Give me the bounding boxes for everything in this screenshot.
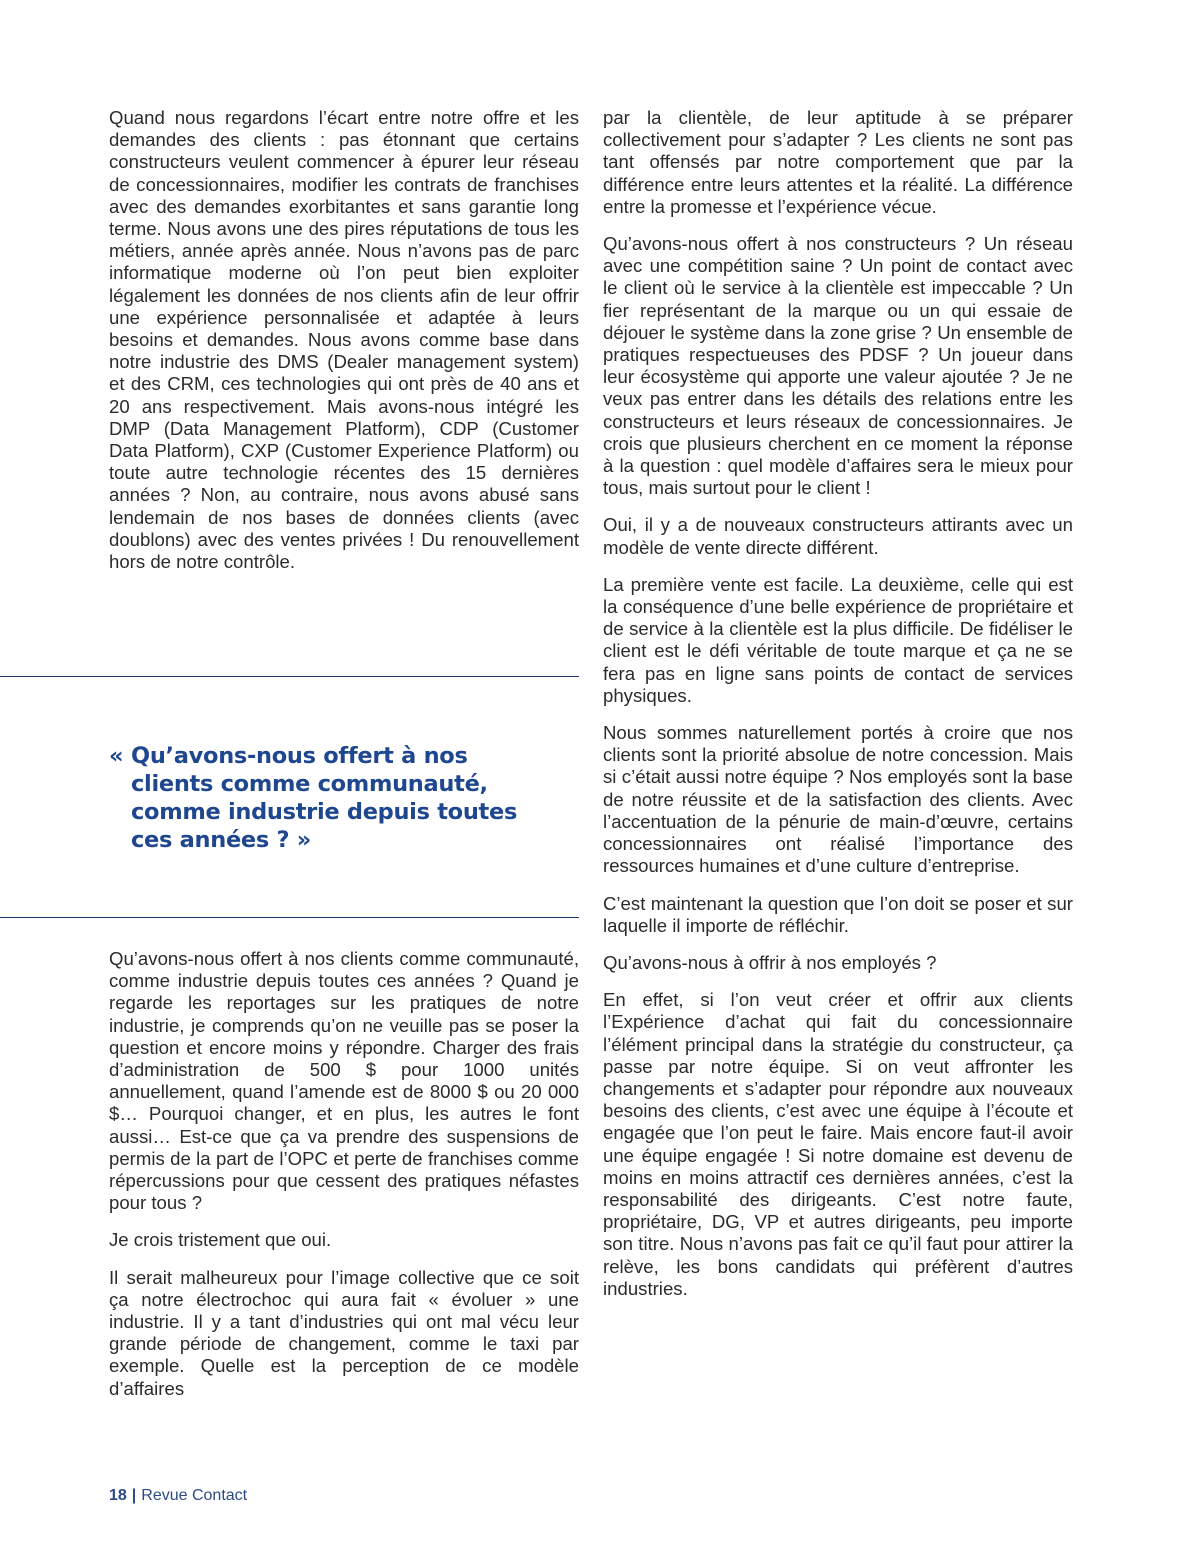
publication-name: Revue Contact <box>141 1487 248 1504</box>
left-column-top <box>109 107 579 588</box>
body-paragraph: Oui, il y a de nouveaux constructeurs attirants avec un modèle de vente directe différent. <box>603 514 1073 558</box>
body-paragraph: En effet, si l’on veut créer et offrir aux clients l’Expérience d’achat qui fait du concessionnaire l’élément principal dans la stratégie du constructeur, ça passe par notre équipe. Si on veut affronter les changements et s’adapter pour répondre aux nouveaux besoins des clients, c’est avec une équipe à l’écoute et engagée que l’on peut le faire. Mais encore faut-il avoir une équipe engagée ! Si notre domaine est devenu de moins en moins attractif ces dernières années, c’est la responsabilité des dirigeants. C’est notre faute, propriétaire, DG, VP et autres dirigeants, peu importe son titre. Nous n’avons pas fait ce qu’il faut pour attirer la relève, les bons candidats qui préfèrent d’autres industries. <box>603 989 1073 1299</box>
footer-separator: | <box>131 1487 137 1504</box>
body-paragraph: par la clientèle, de leur aptitude à se préparer collectivement pour s’adapter ? Les clients ne sont pas tant offensés par notre comportement que par la différence entre leurs attentes et la réalité. La différence entre la promesse et l’expérience vécue. <box>603 107 1073 217</box>
body-paragraph: Nous sommes naturellement portés à croire que nos clients sont la priorité absolue de notre concession. Mais si c’était aussi notre équipe ? Nos employés sont la base de notre réussite et de la satisfaction des clients. Avec l’accentuation de la pénurie de main-d’œuvre, certains concessionnaires ont réalisé l’importance des ressources humaines et d’une culture d’entreprise. <box>603 722 1073 877</box>
body-paragraph: Qu’avons-nous offert à nos clients comme communauté, comme industrie depuis toutes ces années ? Quand je regarde les reportages sur les pratiques de notre industrie, je comprends qu’on ne veuille pas se poser la question et encore moins y répondre. Charger des frais d’administration de 500 $ pour 1000 unités annuellement, quand l’amende est de 8000 $ ou 20 000 $… Pourquoi changer, et en plus, les autres le font aussi… Est-ce que ça va prendre des suspensions de permis de la part de l’OPC et perte de franchises comme répercussions pour que cessent des pratiques néfastes pour tous ? <box>109 948 579 1214</box>
pull-quote <box>109 742 549 854</box>
body-paragraph: Qu’avons-nous offert à nos constructeurs ? Un réseau avec une compétition saine ? Un point de contact avec le client où le service à la clientèle est impeccable ? Un fier représentant de la marque ou un qui essaie de déjouer le système dans la zone grise ? Un ensemble de pratiques respectueuses des PDSF ? Un joueur dans leur écosystème qui apporte une valeur ajoutée ? Je ne veux pas entrer dans les détails des relations entre les constructeurs et leurs réseaux de concessionnaires. Je crois que plusieurs cherchent en ce moment la réponse à la question : quel modèle d’affaires sera le mieux pour tous, mais surtout pour le client ! <box>603 233 1073 499</box>
left-column-bottom <box>109 948 579 1415</box>
right-column <box>603 107 1073 1315</box>
page-footer <box>109 1487 247 1505</box>
body-paragraph: Je crois tristement que oui. <box>109 1229 332 1251</box>
pull-quote-top-rule <box>0 676 579 677</box>
body-paragraph: Quand nous regardons l’écart entre notre offre et les demandes des clients : pas étonnant que certains constructeurs veulent commencer à épurer leur réseau de concessionnaires, modifier les contrats de franchises avec des demandes exorbitantes et sans garantie long terme. Nous avons une des pires réputations de tous les métiers, année après année. Nous n’avons pas de parc informatique moderne où l’on peut bien exploiter légalement les données de nos clients afin de leur offrir une expérience personnalisée et adaptée à leurs besoins et demandes. Nous avons comme base dans notre industrie des DMS (Dealer management system) et des CRM, ces technologies qui ont près de 40 ans et 20 ans respectivement. Mais avons-nous intégré les DMP (Data Management Platform), CDP (Customer Data Platform), CXP (Customer Experience Platform) ou toute autre technologie récentes des 15 dernières années ? Non, au contraire, nous avons abusé sans lendemain de nos bases de données clients (avec doublons) avec des ventes privées ! Du renouvellement hors de notre contrôle. <box>109 107 579 573</box>
body-paragraph: Qu’avons-nous à offrir à nos employés ? <box>603 951 937 973</box>
body-paragraph: Il serait malheureux pour l’image collective que ce soit ça notre électrochoc qui aura fait « évoluer » une industrie. Il y a tant d’industries qui ont mal vécu leur grande période de changement, comme le taxi par exemple. Quelle est la perception de ce modèle d’affaires <box>109 1266 579 1399</box>
pull-quote-text: Qu’avons-nous offert à nos clients comme communauté, comme industrie depuis toutes ces années ? » <box>131 743 518 853</box>
page-number: 18 <box>109 1487 127 1504</box>
body-paragraph: La première vente est facile. La deuxième, celle qui est la conséquence d’une belle expérience de propriétaire et de service à la clientèle est la plus difficile. De fidéliser le client est le défi véritable de toute marque et ça ne se fera pas en ligne sans points de contact de services physiques. <box>603 573 1073 706</box>
pull-quote-bottom-rule <box>0 917 579 918</box>
pull-quote-open-mark: « <box>109 743 124 769</box>
body-paragraph: C’est maintenant la question que l’on doit se poser et sur laquelle il importe de réfléchir. <box>603 892 1073 936</box>
